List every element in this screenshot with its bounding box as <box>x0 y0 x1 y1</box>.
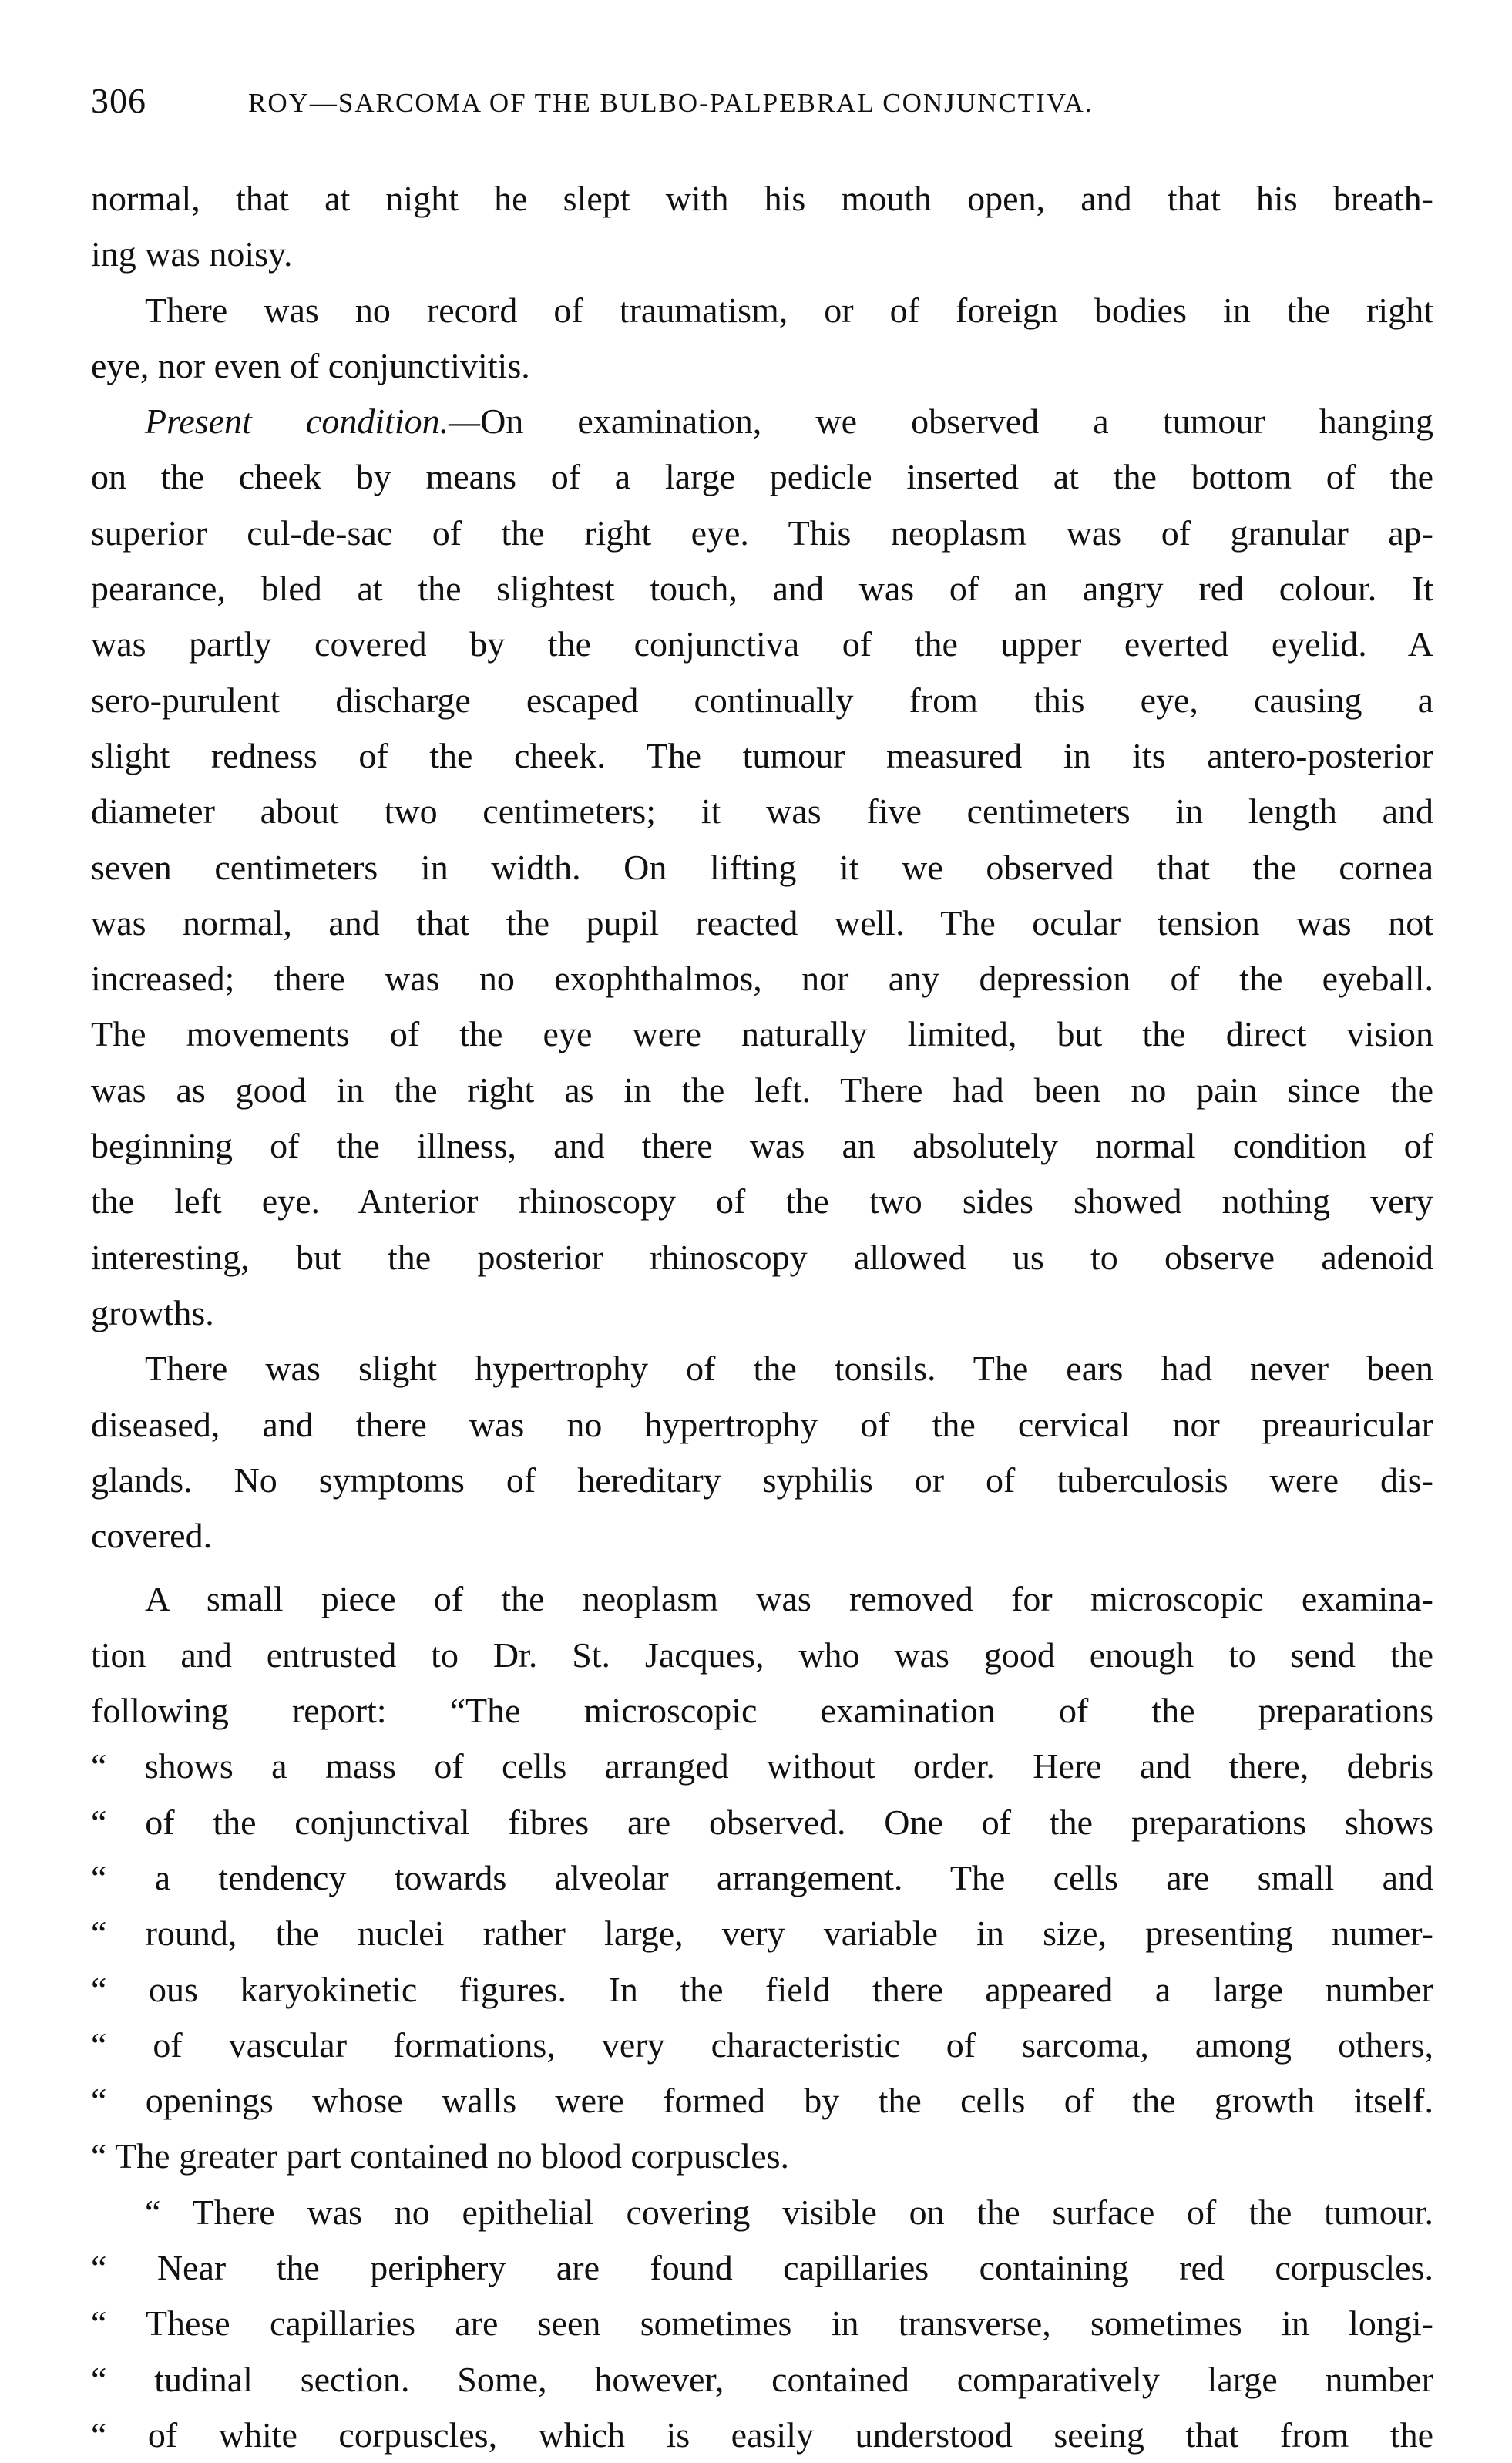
text-line: glands. No symptoms of hereditary syphilis or of tuberculosis were dis- <box>91 1460 1433 1500</box>
text-line: A small piece of the neoplasm was removed for microscopic examina- <box>145 1579 1433 1619</box>
text-line: superior cul-de-sac of the right eye. This neoplasm was of granular ap- <box>91 512 1433 553</box>
text-line: ing was noisy. <box>91 234 293 274</box>
text-line <box>91 394 1433 449</box>
text-line: normal, that at night he slept with his mouth open, and that his breath- <box>91 179 1433 218</box>
text-line: covered. <box>91 1516 213 1556</box>
text-line: There was slight hypertrophy of the tonsils. The ears had never been <box>145 1349 1433 1389</box>
text-line: “ of the conjunctival fibres are observed. One of the preparations shows <box>91 1802 1433 1842</box>
text-line: “ shows a mass of cells arranged without order. Here and there, debris <box>91 1746 1433 1786</box>
text-line: slight redness of the cheek. The tumour measured in its antero-posterior <box>91 735 1433 775</box>
text-line: increased; there was no exophthalmos, nor any depression of the eyeball. <box>91 959 1433 999</box>
text-line: “ The greater part contained no blood corpuscles. <box>91 2136 790 2176</box>
body-text <box>91 171 1433 2463</box>
text-line: “ There was no epithelial covering visible on the surface of the tumour. <box>145 2192 1433 2232</box>
text-line: seven centimeters in width. On lifting it we observed that the cornea <box>91 847 1433 887</box>
text-line: beginning of the illness, and there was an absolutely normal condition of <box>91 1126 1433 1166</box>
text-line: was partly covered by the conjunctiva of the upper everted eyelid. A <box>91 624 1433 664</box>
text-line: “ of vascular formations, very characteristic of sarcoma, among others, <box>91 2024 1433 2065</box>
page-number: 306 <box>91 81 146 120</box>
section-heading-present-condition: Present condition.— <box>145 402 481 442</box>
text-line: sero-purulent discharge escaped continually from this eye, causing a <box>91 680 1433 720</box>
text-line: The movements of the eye were naturally limited, but the direct vision <box>91 1014 1433 1054</box>
text-line: “ Near the periphery are found capillaries containing red corpuscles. <box>91 2247 1433 2287</box>
text-line: tion and entrusted to Dr. St. Jacques, who was good enough to send the <box>91 1635 1433 1675</box>
text-line: There was no record of traumatism, or of foreign bodies in the right <box>145 290 1433 330</box>
text-line: “ ous karyokinetic figures. In the field there appeared a large number <box>91 1969 1433 2009</box>
running-title: ROY—SARCOMA OF THE BULBO-PALPEBRAL CONJUNCTIVA. <box>248 88 1094 118</box>
text-line: pearance, bled at the slightest touch, and was of an angry red colour. It <box>91 569 1433 609</box>
text-line: “ These capillaries are seen sometimes in transverse, sometimes in longi- <box>91 2303 1433 2344</box>
text-line: interesting, but the posterior rhinoscopy allowed us to observe adenoid <box>91 1237 1433 1277</box>
text-line: “ openings whose walls were formed by the cells of the growth itself. <box>91 2081 1433 2121</box>
text-line: “ tudinal section. Some, however, contained comparatively large number <box>91 2359 1433 2399</box>
text-line: diseased, and there was no hypertrophy of the cervical nor preauricular <box>91 1404 1433 1444</box>
text-line: diameter about two centimeters; it was five centimeters in length and <box>91 791 1433 832</box>
text-line: was as good in the right as in the left. There had been no pain since the <box>91 1070 1433 1110</box>
text-line: eye, nor even of conjunctivitis. <box>91 345 530 385</box>
running-head <box>91 80 1432 126</box>
text-line: was normal, and that the pupil reacted well. The ocular tension was not <box>91 902 1433 943</box>
text-line: on the cheek by means of a large pedicle inserted at the bottom of the <box>91 457 1433 497</box>
text-line: following report: “The microscopic examination of the preparations <box>91 1691 1433 1731</box>
text-line-continuation: On examination, we observed a tumour hanging <box>480 402 1433 442</box>
text-line: growths. <box>91 1292 214 1332</box>
text-line: the left eye. Anterior rhinoscopy of the two sides showed nothing very <box>91 1181 1433 1221</box>
text-line: “ of white corpuscles, which is easily understood seeing that from the <box>91 2414 1433 2455</box>
text-line: “ round, the nuclei rather large, very variable in size, presenting numer- <box>91 1914 1433 1954</box>
text-line: “ a tendency towards alveolar arrangement. The cells are small and <box>91 1857 1433 1897</box>
